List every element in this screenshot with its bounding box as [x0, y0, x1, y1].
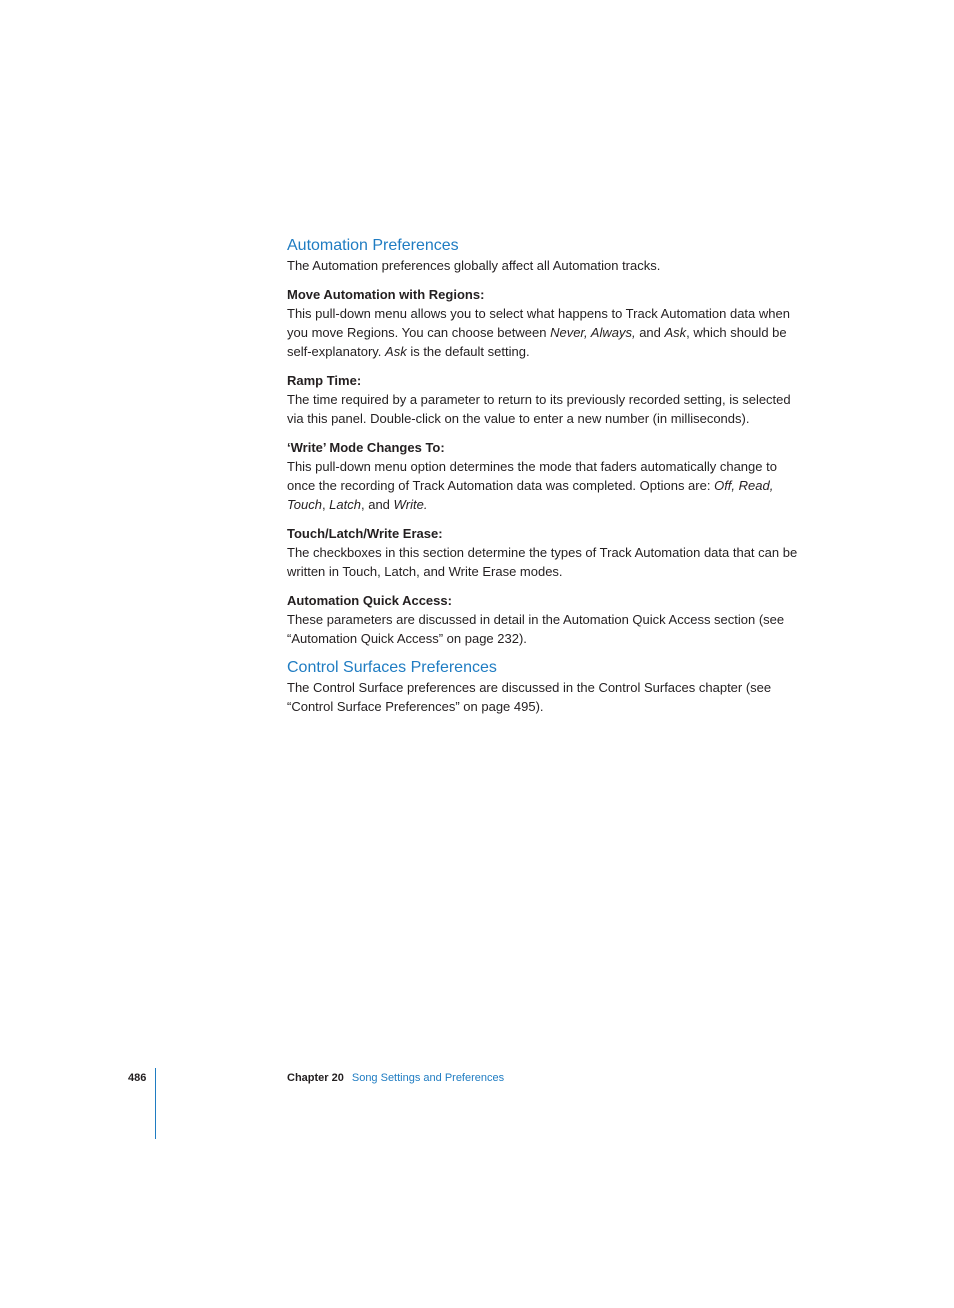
- ramp-time-label: Ramp Time:: [287, 373, 362, 388]
- write-mode-text: This pull-down menu option determines the mode that faders automatically change to once the recording of Track Automation data was completed. Options are: Off, Read, Touch, Latch, and Write.: [287, 459, 777, 512]
- page-content: [287, 236, 799, 726]
- move-automation-text: This pull-down menu allows you to select what happens to Track Automation data when you move Regions. You can choose between Never, Always, and Ask, which should be self-explanatory. Ask is the default setting.: [287, 306, 790, 359]
- move-automation-label: Move Automation with Regions:: [287, 287, 485, 302]
- control-surfaces-intro: The Control Surface preferences are discussed in the Control Surfaces chapter (see “Control Surface Preferences” on page 495).: [287, 680, 772, 714]
- touch-latch-write-erase-text: The checkboxes in this section determine the types of Track Automation data that can be written in Touch, Latch, and Write Erase modes.: [287, 545, 798, 579]
- automation-quick-access-text: These parameters are discussed in detail in the Automation Quick Access section (see “Automation Quick Access” on page 232).: [287, 612, 785, 646]
- ramp-time-text: The time required by a parameter to return to its previously recorded setting, is selected via this panel. Double-click on the value to enter a new number (in milliseconds).: [287, 392, 791, 426]
- automation-preferences-heading: Automation Preferences: [287, 237, 459, 254]
- touch-latch-write-erase-label: Touch/Latch/Write Erase:: [287, 526, 443, 541]
- automation-preferences-intro: The Automation preferences globally affect all Automation tracks.: [287, 258, 661, 273]
- page-number: 486: [128, 1072, 147, 1084]
- footer-divider: [155, 1068, 156, 1139]
- chapter-title: Song Settings and Preferences: [351, 1072, 505, 1084]
- chapter-label: Chapter 20: [287, 1072, 344, 1084]
- automation-quick-access-label: Automation Quick Access:: [287, 593, 452, 608]
- control-surfaces-heading: Control Surfaces Preferences: [287, 659, 497, 676]
- write-mode-label: ‘Write’ Mode Changes To:: [287, 440, 445, 455]
- footer-chapter: [287, 1070, 504, 1086]
